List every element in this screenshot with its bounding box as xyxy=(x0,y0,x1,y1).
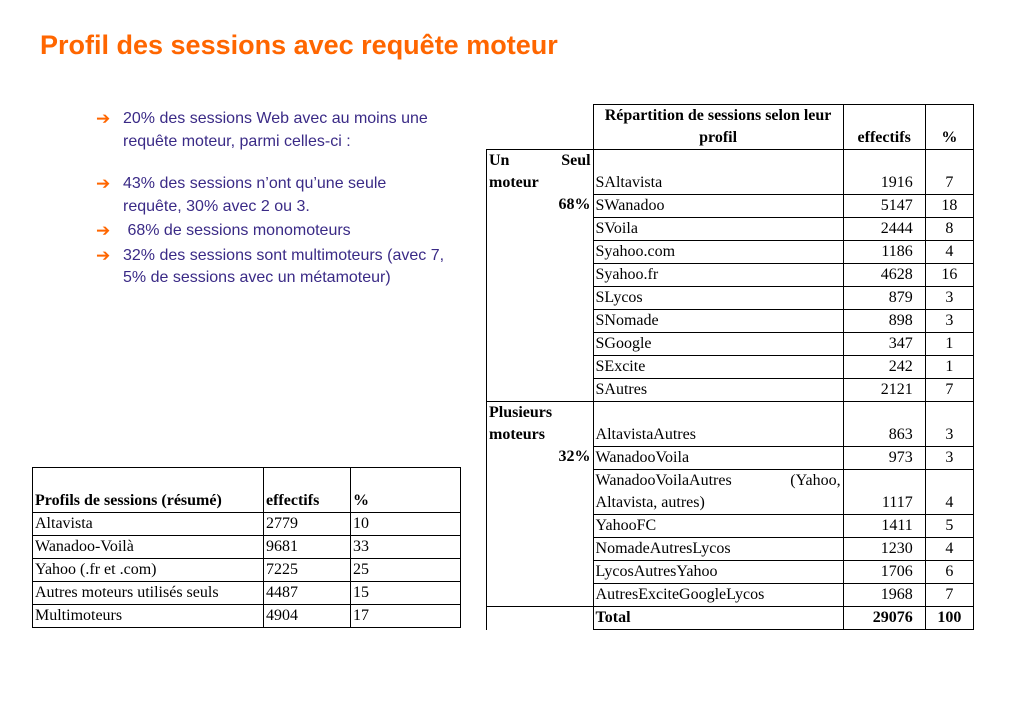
table-cell: 10 xyxy=(351,513,461,536)
total-value: 29076 xyxy=(843,607,925,630)
table-header-row xyxy=(487,105,974,150)
column-header: % xyxy=(351,468,461,513)
group-label: Seul xyxy=(561,152,591,169)
table-cell: 347 xyxy=(843,333,925,356)
table-cell: 2121 xyxy=(843,379,925,402)
table-cell: 33 xyxy=(351,536,461,559)
table-cell: 1706 xyxy=(843,561,925,584)
table-row xyxy=(487,402,974,447)
table-cell: NomadeAutresLycos xyxy=(593,538,843,561)
table-cell: AltavistaAutres xyxy=(593,402,843,447)
detail-table xyxy=(486,104,974,630)
table-cell: 1 xyxy=(925,333,973,356)
total-percent: 100 xyxy=(925,607,973,630)
table-row xyxy=(33,605,461,628)
bullet-list xyxy=(96,108,446,290)
group-label: moteurs xyxy=(489,426,545,443)
arrow-right-icon: ➔ xyxy=(96,221,111,240)
table-cell: 898 xyxy=(843,310,925,333)
column-header: Répartition de sessions selon leur profil xyxy=(593,105,843,150)
table-cell: 6 xyxy=(925,561,973,584)
table-cell: 18 xyxy=(925,195,973,218)
table-cell: WanadooVoila xyxy=(593,447,843,470)
bullet-item xyxy=(96,173,446,218)
table-cell: Multimoteurs xyxy=(33,605,264,628)
table-cell: AutresExciteGoogleLycos xyxy=(593,584,843,607)
arrow-right-icon: ➔ xyxy=(96,174,111,193)
table-cell: 1117 xyxy=(843,470,925,515)
summary-table xyxy=(32,467,461,628)
table-cell: 2779 xyxy=(264,513,351,536)
group-label: moteur xyxy=(489,174,539,191)
table-header-row xyxy=(33,468,461,513)
empty-cell xyxy=(487,607,594,630)
group-label: Un xyxy=(489,152,510,169)
table-cell: SVoila xyxy=(593,218,843,241)
table-cell: SLycos xyxy=(593,287,843,310)
table-cell: 7 xyxy=(925,150,973,195)
column-header: Profils de sessions (résumé) xyxy=(33,468,264,513)
group-percent: 32% xyxy=(558,448,591,465)
table-cell: 4 xyxy=(925,241,973,264)
empty-header-cell xyxy=(487,105,594,150)
table-cell: 1186 xyxy=(843,241,925,264)
table-cell: 9681 xyxy=(264,536,351,559)
column-header: effectifs xyxy=(843,105,925,150)
bullet-item xyxy=(96,108,446,153)
table-cell: 4487 xyxy=(264,582,351,605)
table-cell: Yahoo (.fr et .com) xyxy=(33,559,264,582)
table-cell: WanadooVoilaAutres (Yahoo, Altavista, autres) xyxy=(593,470,843,515)
table-cell: SGoogle xyxy=(593,333,843,356)
page-title: Profil des sessions avec requête moteur xyxy=(40,30,558,60)
table-row xyxy=(33,513,461,536)
table-cell: 7 xyxy=(925,379,973,402)
table-cell: 4 xyxy=(925,538,973,561)
table-cell: YahooFC xyxy=(593,515,843,538)
group-label-cell xyxy=(487,150,594,402)
table-cell: 3 xyxy=(925,447,973,470)
table-cell: 1411 xyxy=(843,515,925,538)
table-cell: 1968 xyxy=(843,584,925,607)
table-cell: 1230 xyxy=(843,538,925,561)
table-cell: 15 xyxy=(351,582,461,605)
table-cell: 7 xyxy=(925,584,973,607)
table-cell: Syahoo.fr xyxy=(593,264,843,287)
table-cell: 242 xyxy=(843,356,925,379)
table-cell: 1 xyxy=(925,356,973,379)
bullet-text: 43% des sessions n’ont qu’une seule requête, 30% avec 2 ou 3. xyxy=(123,175,387,215)
table-cell: 3 xyxy=(925,310,973,333)
group-label: Plusieurs xyxy=(489,404,553,421)
table-cell: SAltavista xyxy=(593,150,843,195)
table-cell: 8 xyxy=(925,218,973,241)
group-percent: 68% xyxy=(558,196,591,213)
table-cell: 879 xyxy=(843,287,925,310)
table-cell: 3 xyxy=(925,287,973,310)
bullet-item xyxy=(96,220,446,243)
total-label: Total xyxy=(593,607,843,630)
table-row xyxy=(487,150,974,195)
column-header: effectifs xyxy=(264,468,351,513)
table-cell: Syahoo.com xyxy=(593,241,843,264)
table-cell: LycosAutresYahoo xyxy=(593,561,843,584)
table-cell: 5147 xyxy=(843,195,925,218)
table-cell: 4628 xyxy=(843,264,925,287)
arrow-right-icon: ➔ xyxy=(96,245,111,265)
table-cell: SNomade xyxy=(593,310,843,333)
table-cell: 4904 xyxy=(264,605,351,628)
total-row xyxy=(487,607,974,630)
table-cell: 17 xyxy=(351,605,461,628)
table-row xyxy=(33,559,461,582)
column-header: % xyxy=(925,105,973,150)
table-cell: 973 xyxy=(843,447,925,470)
table-cell: 2444 xyxy=(843,218,925,241)
table-cell: Autres moteurs utilisés seuls xyxy=(33,582,264,605)
table-cell: SAutres xyxy=(593,379,843,402)
table-cell: 3 xyxy=(925,402,973,447)
table-cell: 4 xyxy=(925,470,973,515)
table-cell: Wanadoo-Voilà xyxy=(33,536,264,559)
table-cell: SWanadoo xyxy=(593,195,843,218)
table-cell: 16 xyxy=(925,264,973,287)
table-cell: 25 xyxy=(351,559,461,582)
bullet-text: 32% des sessions sont multimoteurs (avec 7, 5% de sessions avec un métamoteur) xyxy=(123,246,445,286)
table-cell: Altavista xyxy=(33,513,264,536)
arrow-right-icon: ➔ xyxy=(96,109,111,128)
bullet-item xyxy=(96,245,446,290)
table-row xyxy=(33,582,461,605)
table-cell: 1916 xyxy=(843,150,925,195)
group-label-cell xyxy=(487,402,594,607)
table-cell: 7225 xyxy=(264,559,351,582)
table-row xyxy=(33,536,461,559)
bullet-text: 20% des sessions Web avec au moins une requête moteur, parmi celles-ci : xyxy=(123,110,428,150)
table-cell: 5 xyxy=(925,515,973,538)
table-cell: 863 xyxy=(843,402,925,447)
table-cell: SExcite xyxy=(593,356,843,379)
bullet-text: 68% de sessions monomoteurs xyxy=(123,222,351,239)
